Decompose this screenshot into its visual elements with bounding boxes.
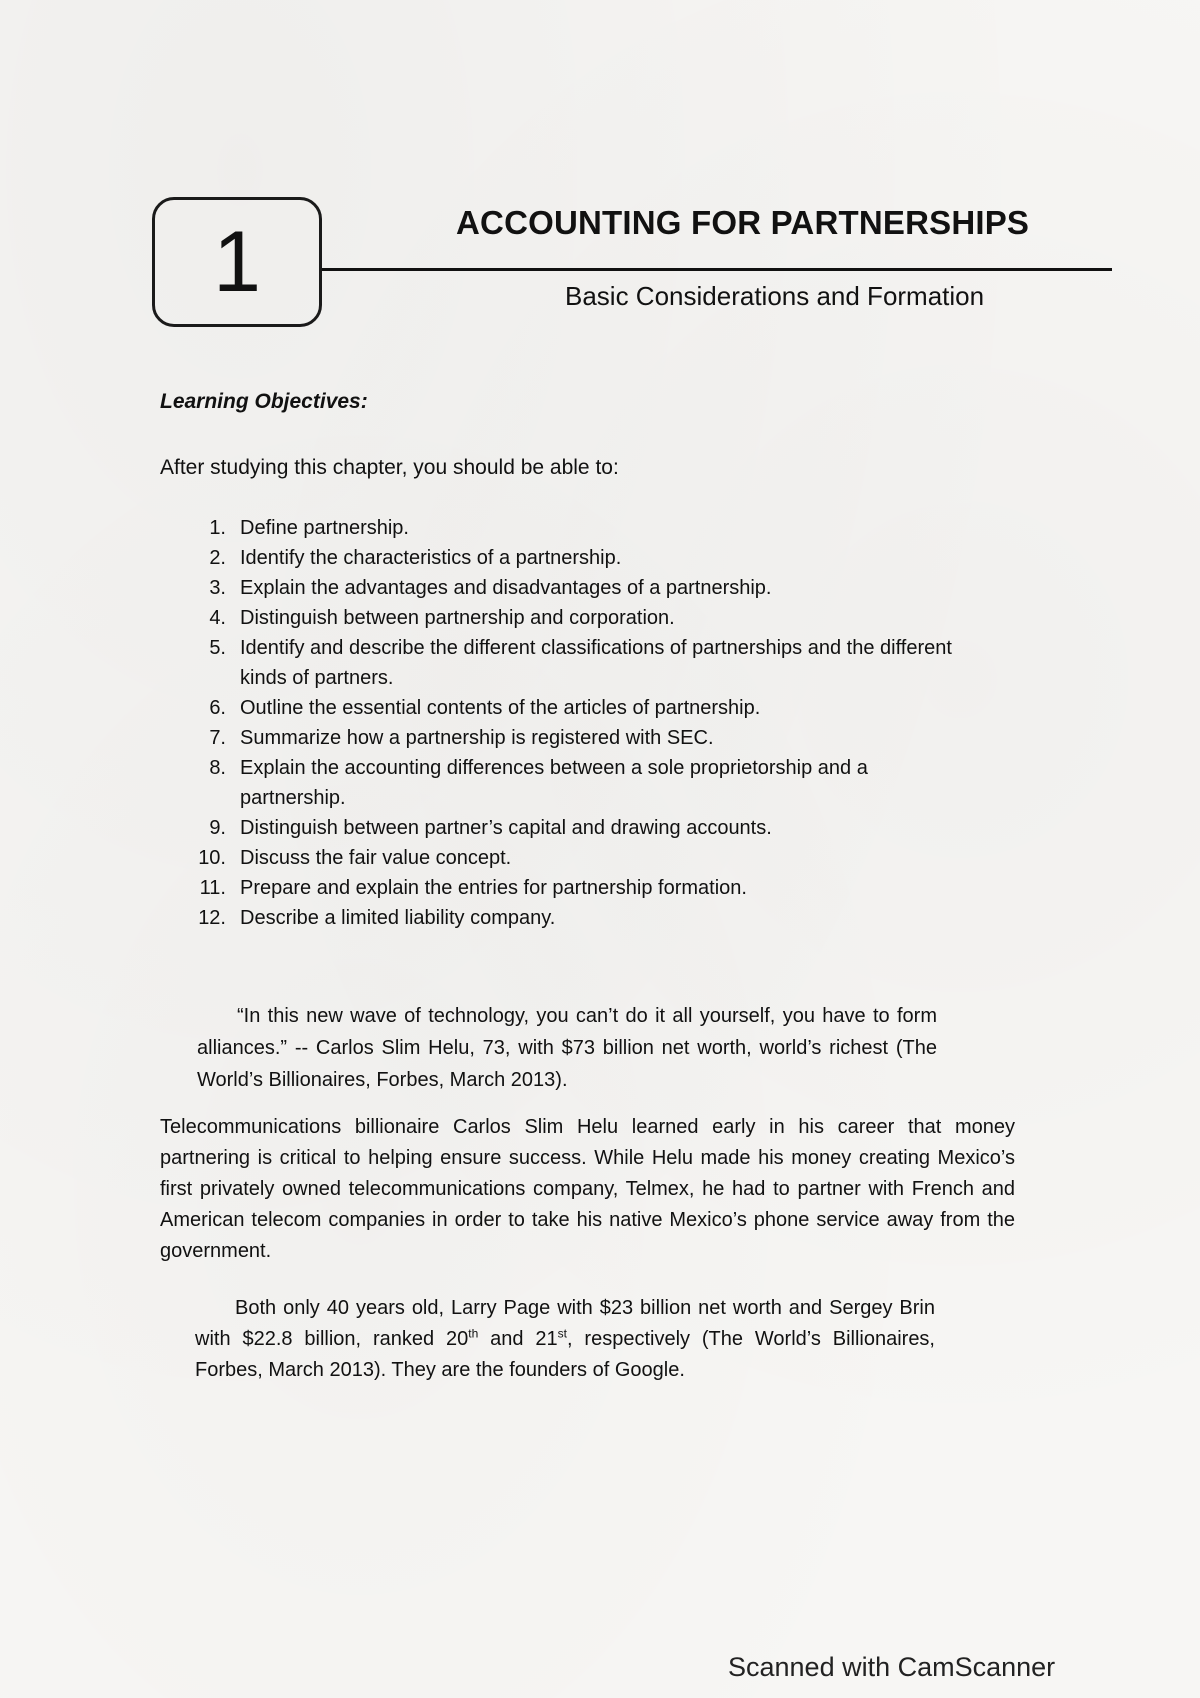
objective-number: 2. <box>209 547 226 569</box>
objective-item <box>180 603 960 633</box>
objective-number: 4. <box>209 607 226 629</box>
chapter-number-box <box>152 197 322 327</box>
google-text-part3: , respectively (The World’s Billionaires, Forbes, March 2013). They are the founders of Google. <box>195 1328 935 1381</box>
objective-number: 12. <box>198 907 226 929</box>
chapter-subtitle: Basic Considerations and Formation <box>565 281 985 311</box>
google-text-part1: Both only 40 years old, Larry Page with $23 billion net worth and Sergey Brin with $22.8 billion, ranked 20 <box>195 1297 935 1350</box>
opening-quote: “In this new wave of technology, you can’t do it all yourself, you have to form alliances.” -- Carlos Slim Helu, 73, with $73 billion net worth, world’s richest (The World’s Billionaires, Forbes, March 2013). <box>197 1005 937 1091</box>
objective-number: 1. <box>209 517 226 539</box>
objective-text: Outline the essential contents of the articles of partnership. <box>240 697 761 719</box>
objective-item <box>180 813 960 843</box>
camscanner-watermark: Scanned with CamScanner <box>728 1652 1056 1682</box>
objective-text: Discuss the fair value concept. <box>240 847 512 869</box>
objectives-heading: Learning Objectives: <box>160 390 368 413</box>
objective-item <box>180 543 960 573</box>
objective-text: Describe a limited liability company. <box>240 907 556 929</box>
chapter-title: ACCOUNTING FOR PARTNERSHIPS <box>456 204 1030 241</box>
ordinal-suffix-th: th <box>468 1326 479 1341</box>
objective-text: Explain the advantages and disadvantages of a partnership. <box>240 577 772 599</box>
objective-item <box>180 723 960 753</box>
objective-number: 10. <box>198 847 226 869</box>
objective-text: Summarize how a partnership is registered with SEC. <box>240 727 714 749</box>
body-paragraph-helu: Telecommunications billionaire Carlos Slim Helu learned early in his career that money partnering is critical to helping ensure success. While Helu made his money creating Mexico’s first privately owned telecommunications company, Telmex, he had to partner with French and American telecom companies in order to take his native Mexico’s phone service away from the government. <box>160 1116 1015 1262</box>
objectives-intro: After studying this chapter, you should be able to: <box>160 456 619 479</box>
objectives-list <box>180 513 960 933</box>
objective-text: Identify and describe the different classifications of partnerships and the different kinds of partners. <box>240 637 952 689</box>
chapter-title-rule <box>322 268 1112 271</box>
objective-number: 5. <box>209 637 226 659</box>
objective-item <box>180 633 960 693</box>
body-paragraph-google <box>195 1293 935 1386</box>
objective-number: 6. <box>209 697 226 719</box>
objective-text: Distinguish between partnership and corporation. <box>240 607 675 629</box>
objective-number: 9. <box>209 817 226 839</box>
objective-number: 8. <box>209 757 226 779</box>
objective-item <box>180 573 960 603</box>
objective-item <box>180 693 960 723</box>
google-text-part2: and 21 <box>478 1328 558 1350</box>
objective-text: Prepare and explain the entries for partnership formation. <box>240 877 747 899</box>
objective-text: Distinguish between partner’s capital and drawing accounts. <box>240 817 772 839</box>
objective-text: Identify the characteristics of a partnership. <box>240 547 622 569</box>
objective-number: 11. <box>199 877 226 899</box>
objective-number: 3. <box>209 577 226 599</box>
chapter-number: 1 <box>213 214 261 310</box>
objective-number: 7. <box>209 727 226 749</box>
ordinal-suffix-st: st <box>557 1326 567 1341</box>
objective-text: Define partnership. <box>240 517 409 539</box>
objective-item <box>180 513 960 543</box>
objective-item <box>180 903 960 933</box>
objective-item <box>180 753 960 813</box>
objective-item <box>180 843 960 873</box>
objective-text: Explain the accounting differences between a sole proprietorship and a partnership. <box>240 757 868 809</box>
objective-item <box>180 873 960 903</box>
